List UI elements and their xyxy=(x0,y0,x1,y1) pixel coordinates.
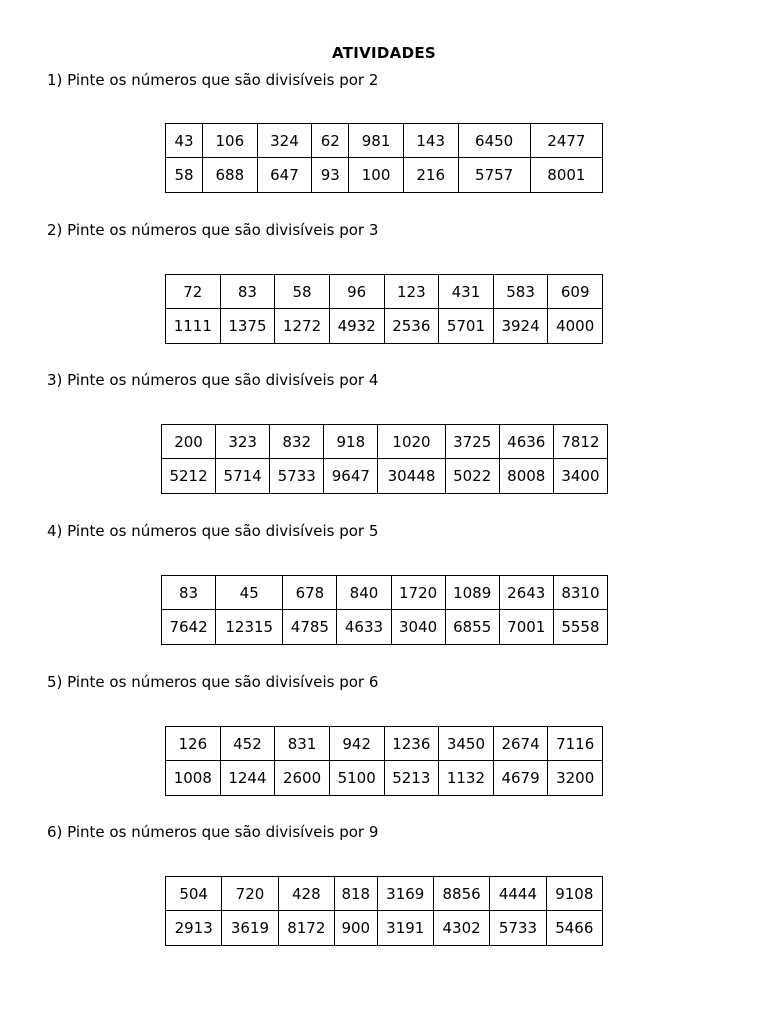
table-cell: 3450 xyxy=(439,727,494,761)
table-cell: 1008 xyxy=(166,761,221,796)
table-cell: 5212 xyxy=(162,459,216,494)
table-cell: 8310 xyxy=(553,576,607,610)
table-cell: 9108 xyxy=(546,877,602,911)
table-cell: 428 xyxy=(278,877,334,911)
table-cell: 93 xyxy=(312,158,349,193)
activity-2-prompt: 2) Pinte os números que são divisíveis por 3 xyxy=(47,221,379,239)
table-cell: 942 xyxy=(329,727,384,761)
table-cell: 5733 xyxy=(270,459,324,494)
table-cell: 6855 xyxy=(445,610,499,645)
table-cell: 100 xyxy=(349,158,404,193)
table-cell: 5558 xyxy=(553,610,607,645)
table-cell: 8856 xyxy=(433,877,489,911)
table-row xyxy=(166,158,603,193)
table-cell: 3400 xyxy=(553,459,607,494)
table-cell: 2536 xyxy=(384,309,439,344)
table-row xyxy=(162,459,608,494)
activity-4-prompt: 4) Pinte os números que são divisíveis por 5 xyxy=(47,522,379,540)
table-cell: 43 xyxy=(166,124,203,158)
table-cell: 431 xyxy=(439,275,494,309)
table-cell: 1236 xyxy=(384,727,439,761)
table-cell: 4679 xyxy=(493,761,548,796)
table-cell: 96 xyxy=(329,275,384,309)
table-cell: 58 xyxy=(275,275,330,309)
table-cell: 831 xyxy=(275,727,330,761)
table-cell: 7642 xyxy=(162,610,216,645)
table-cell: 918 xyxy=(324,425,378,459)
table-row xyxy=(166,761,603,796)
table-cell: 8008 xyxy=(499,459,553,494)
table-cell: 12315 xyxy=(216,610,283,645)
table-cell: 583 xyxy=(493,275,548,309)
table-cell: 3169 xyxy=(377,877,433,911)
table-cell: 200 xyxy=(162,425,216,459)
table-cell: 4302 xyxy=(433,911,489,946)
table-cell: 2600 xyxy=(275,761,330,796)
table-cell: 832 xyxy=(270,425,324,459)
table-cell: 4636 xyxy=(499,425,553,459)
activity-1-table xyxy=(165,123,603,193)
table-cell: 2674 xyxy=(493,727,548,761)
table-cell: 3191 xyxy=(377,911,433,946)
table-cell: 1020 xyxy=(378,425,445,459)
table-cell: 1244 xyxy=(220,761,275,796)
table-cell: 1132 xyxy=(439,761,494,796)
table-cell: 1720 xyxy=(391,576,445,610)
table-cell: 7001 xyxy=(499,610,553,645)
table-cell: 5701 xyxy=(439,309,494,344)
table-cell: 8001 xyxy=(530,158,602,193)
table-cell: 8172 xyxy=(278,911,334,946)
table-cell: 5022 xyxy=(445,459,499,494)
table-cell: 83 xyxy=(220,275,275,309)
table-cell: 3619 xyxy=(222,911,278,946)
table-cell: 3040 xyxy=(391,610,445,645)
table-cell: 216 xyxy=(403,158,458,193)
table-cell: 2643 xyxy=(499,576,553,610)
activity-4-table xyxy=(161,575,608,645)
table-cell: 143 xyxy=(403,124,458,158)
activity-3-prompt: 3) Pinte os números que são divisíveis por 4 xyxy=(47,371,379,389)
table-row xyxy=(166,727,603,761)
table-cell: 5100 xyxy=(329,761,384,796)
activity-2-table xyxy=(165,274,603,344)
table-row xyxy=(162,610,608,645)
table-cell: 6450 xyxy=(458,124,530,158)
table-row xyxy=(166,275,603,309)
table-cell: 72 xyxy=(166,275,221,309)
activity-6-table xyxy=(165,876,603,946)
table-cell: 2913 xyxy=(166,911,222,946)
table-cell: 5757 xyxy=(458,158,530,193)
activity-5-table xyxy=(165,726,603,796)
table-cell: 5213 xyxy=(384,761,439,796)
table-cell: 688 xyxy=(203,158,258,193)
table-cell: 609 xyxy=(548,275,603,309)
table-cell: 30448 xyxy=(378,459,445,494)
table-cell: 7116 xyxy=(548,727,603,761)
table-cell: 647 xyxy=(257,158,312,193)
table-cell: 1375 xyxy=(220,309,275,344)
table-cell: 4633 xyxy=(337,610,391,645)
table-cell: 678 xyxy=(283,576,337,610)
table-cell: 9647 xyxy=(324,459,378,494)
table-row xyxy=(166,877,603,911)
table-cell: 106 xyxy=(203,124,258,158)
table-cell: 3924 xyxy=(493,309,548,344)
table-row xyxy=(162,425,608,459)
table-cell: 2477 xyxy=(530,124,602,158)
table-cell: 323 xyxy=(216,425,270,459)
table-row xyxy=(162,576,608,610)
table-cell: 720 xyxy=(222,877,278,911)
table-cell: 1089 xyxy=(445,576,499,610)
table-cell: 123 xyxy=(384,275,439,309)
table-cell: 452 xyxy=(220,727,275,761)
table-cell: 4785 xyxy=(283,610,337,645)
table-cell: 62 xyxy=(312,124,349,158)
table-cell: 5714 xyxy=(216,459,270,494)
table-cell: 3725 xyxy=(445,425,499,459)
table-cell: 7812 xyxy=(553,425,607,459)
table-cell: 1272 xyxy=(275,309,330,344)
table-cell: 504 xyxy=(166,877,222,911)
table-cell: 900 xyxy=(334,911,377,946)
table-cell: 45 xyxy=(216,576,283,610)
activity-1-prompt: 1) Pinte os números que são divisíveis por 2 xyxy=(47,71,379,89)
table-cell: 818 xyxy=(334,877,377,911)
table-cell: 324 xyxy=(257,124,312,158)
activity-5-prompt: 5) Pinte os números que são divisíveis por 6 xyxy=(47,673,379,691)
table-row xyxy=(166,911,603,946)
table-cell: 5733 xyxy=(490,911,546,946)
activity-3-table xyxy=(161,424,608,494)
table-row xyxy=(166,124,603,158)
table-cell: 4000 xyxy=(548,309,603,344)
table-cell: 5466 xyxy=(546,911,602,946)
table-row xyxy=(166,309,603,344)
table-cell: 3200 xyxy=(548,761,603,796)
table-cell: 126 xyxy=(166,727,221,761)
table-cell: 58 xyxy=(166,158,203,193)
table-cell: 4932 xyxy=(329,309,384,344)
page-title: ATIVIDADES xyxy=(331,44,436,62)
activity-6-prompt: 6) Pinte os números que são divisíveis por 9 xyxy=(47,823,379,841)
table-cell: 981 xyxy=(349,124,404,158)
table-cell: 1111 xyxy=(166,309,221,344)
table-cell: 4444 xyxy=(490,877,546,911)
table-cell: 840 xyxy=(337,576,391,610)
table-cell: 83 xyxy=(162,576,216,610)
